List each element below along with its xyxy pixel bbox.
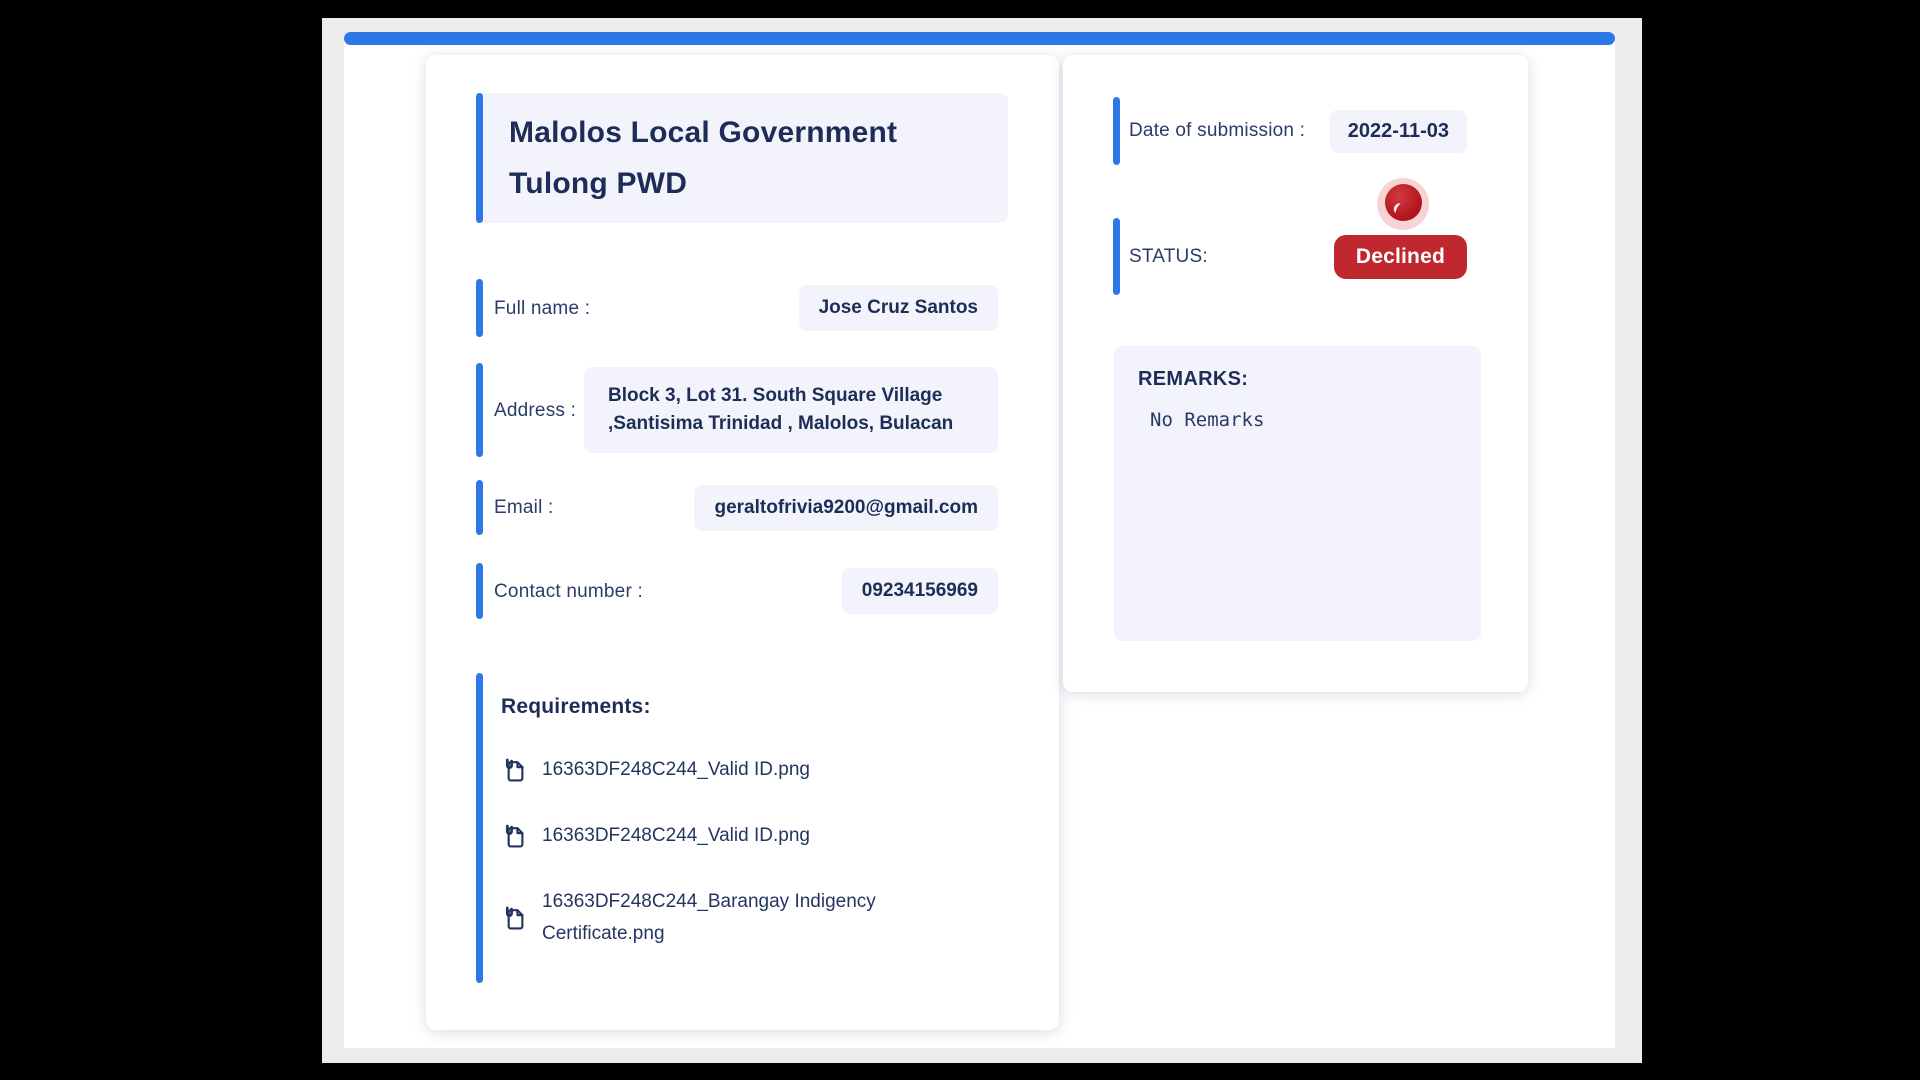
program-title-block bbox=[476, 93, 1008, 223]
page-title: Malolos Local Government Tulong PWD bbox=[509, 116, 898, 200]
red-dot-highlight bbox=[1377, 178, 1429, 230]
submission-status-card bbox=[1063, 55, 1528, 692]
app-window bbox=[322, 18, 1642, 1063]
accent-bar bbox=[476, 673, 483, 983]
full-name-value: Jose Cruz Santos bbox=[799, 285, 998, 331]
accent-bar bbox=[476, 480, 483, 535]
field-row-email bbox=[476, 480, 1008, 535]
field-row-contact-number bbox=[476, 563, 1008, 619]
attachment-icon bbox=[501, 757, 528, 784]
accent-bar bbox=[476, 93, 483, 223]
page-background bbox=[344, 32, 1615, 1048]
application-details-card bbox=[426, 55, 1059, 1030]
field-row-full-name bbox=[476, 279, 1008, 337]
address-value: Block 3, Lot 31. South Square Village ,Santisima Trinidad , Malolos, Bulacan bbox=[584, 367, 998, 453]
remarks-text: No Remarks bbox=[1150, 409, 1265, 431]
status-label: STATUS: bbox=[1129, 245, 1208, 267]
status-declined-button[interactable]: Declined bbox=[1334, 235, 1467, 279]
accent-bar bbox=[1113, 97, 1120, 165]
file-name: 16363DF248C244_Valid ID.png bbox=[542, 825, 810, 846]
requirements-heading: Requirements: bbox=[501, 695, 651, 718]
file-name: 16363DF248C244_Barangay Indigency Certificate.png bbox=[542, 891, 876, 944]
file-attachment[interactable] bbox=[501, 820, 1008, 852]
date-of-submission-row bbox=[1113, 97, 1473, 165]
remarks-panel bbox=[1114, 346, 1481, 641]
email-value: geraltofrivia9200@gmail.com bbox=[694, 485, 998, 531]
red-dot bbox=[1385, 184, 1422, 221]
requirements-section bbox=[476, 673, 1008, 983]
attachment-icon bbox=[501, 823, 528, 850]
date-of-submission-label: Date of submission : bbox=[1129, 120, 1306, 141]
accent-bar bbox=[476, 363, 483, 457]
full-name-label: Full name : bbox=[494, 297, 591, 319]
remarks-heading: REMARKS: bbox=[1138, 368, 1249, 390]
file-attachment[interactable] bbox=[501, 754, 1008, 786]
address-label: Address : bbox=[494, 399, 577, 421]
contact-number-label: Contact number : bbox=[494, 580, 643, 602]
email-label: Email : bbox=[494, 497, 554, 518]
accent-bar bbox=[1113, 218, 1120, 295]
file-list bbox=[501, 754, 1008, 950]
top-accent-bar bbox=[344, 32, 1615, 45]
date-of-submission-value: 2022-11-03 bbox=[1330, 110, 1467, 153]
file-attachment[interactable] bbox=[501, 886, 1008, 950]
file-name: 16363DF248C244_Valid ID.png bbox=[542, 759, 810, 780]
status-row bbox=[1113, 218, 1473, 295]
field-row-address bbox=[476, 363, 1008, 457]
attachment-icon bbox=[501, 905, 528, 932]
accent-bar bbox=[476, 563, 483, 619]
accent-bar bbox=[476, 279, 483, 337]
contact-number-value: 09234156969 bbox=[842, 568, 998, 614]
